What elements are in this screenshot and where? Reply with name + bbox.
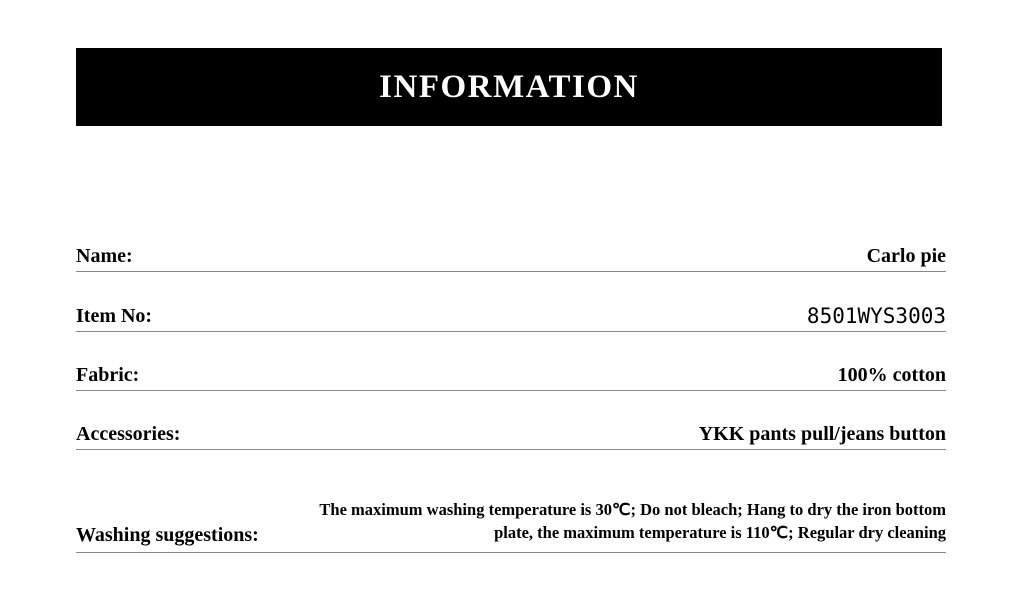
table-row [76,332,946,391]
row-label-washing-suggestions: Washing suggestions: [76,524,259,546]
row-label-accessories: Accessories: [76,423,181,445]
row-label-name: Name: [76,245,133,267]
table-row [76,236,946,272]
table-row [76,272,946,332]
table-row [76,391,946,450]
row-value-accessories: YKK pants pull/jeans button [698,423,946,445]
row-value-washing-suggestions: The maximum washing temperature is 30℃; Do not bleach; Hang to dry the iron bottom plate, the maximum temperature is 110℃; Regular dry cleaning [319,500,946,542]
table-row [76,450,946,553]
title-banner [76,48,942,126]
row-label-fabric: Fabric: [76,364,140,386]
row-value-fabric: 100% cotton [837,364,946,386]
row-label-item-no: Item No: [76,305,153,327]
row-value-name: Carlo pie [866,245,946,267]
page-title: INFORMATION [379,68,639,105]
information-table [76,236,946,553]
row-value-item-no: 8501WYS3003 [806,304,946,328]
